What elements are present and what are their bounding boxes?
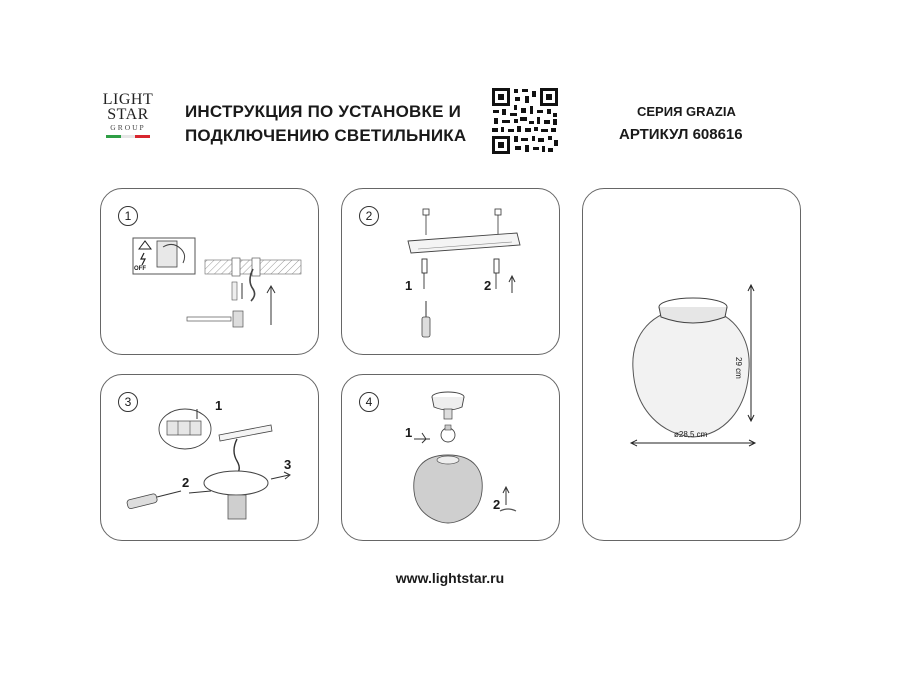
qr-code-icon[interactable] xyxy=(490,86,560,156)
step-3-label-2: 2 xyxy=(182,475,190,490)
canopy-icon xyxy=(204,471,268,495)
step-4-label-1: 1 xyxy=(405,425,413,440)
step-1-panel xyxy=(100,188,319,355)
step-3-panel xyxy=(100,374,319,541)
height-label: 29 cm xyxy=(734,357,743,379)
page-title xyxy=(185,100,485,148)
logo-line-2: STAR xyxy=(107,106,149,123)
title-line-2: ПОДКЛЮЧЕНИЮ СВЕТИЛЬНИКА xyxy=(185,126,467,145)
step-2-illustration xyxy=(342,189,561,356)
logo-line-1: LIGHT xyxy=(102,91,154,108)
off-label: OFF xyxy=(134,266,146,272)
step-2-number: 2 xyxy=(359,206,379,226)
step-3-label-1: 1 xyxy=(215,398,223,413)
drill-icon xyxy=(187,317,231,321)
logo-line-3: GROUP xyxy=(110,123,146,132)
glass-shade-icon xyxy=(633,309,749,437)
website-link[interactable]: www.lightstar.ru xyxy=(395,570,505,586)
lightning-icon xyxy=(141,253,145,265)
lightstar-logo xyxy=(98,92,158,138)
warning-icon xyxy=(139,241,151,249)
mounting-bar-icon xyxy=(408,233,520,253)
article-number: АРТИКУЛ 608616 xyxy=(619,126,743,143)
diameter-label: ø28,5 cm xyxy=(674,430,708,439)
glass-shade-icon xyxy=(414,455,482,523)
dowel-icon xyxy=(232,282,237,300)
step-4-label-2: 2 xyxy=(493,497,501,512)
step-1-illustration xyxy=(101,189,320,356)
dimensions-panel xyxy=(582,188,801,541)
screwdriver-icon xyxy=(126,493,157,509)
step-4-number: 4 xyxy=(359,392,379,412)
step-4-panel xyxy=(341,374,560,541)
step-2-label-1: 1 xyxy=(405,278,413,293)
step-3-number: 3 xyxy=(118,392,138,412)
title-line-1: ИНСТРУКЦИЯ ПО УСТАНОВКЕ И xyxy=(185,102,461,121)
step-3-label-3: 3 xyxy=(284,457,292,472)
step-2-label-2: 2 xyxy=(484,278,492,293)
step-4-illustration xyxy=(342,375,561,542)
italian-flag-icon xyxy=(106,135,150,138)
step-2-panel xyxy=(341,188,560,355)
step-1-number: 1 xyxy=(118,206,138,226)
luminaire-dimensions-drawing xyxy=(583,189,802,542)
series-label: СЕРИЯ GRAZIA xyxy=(637,104,736,119)
